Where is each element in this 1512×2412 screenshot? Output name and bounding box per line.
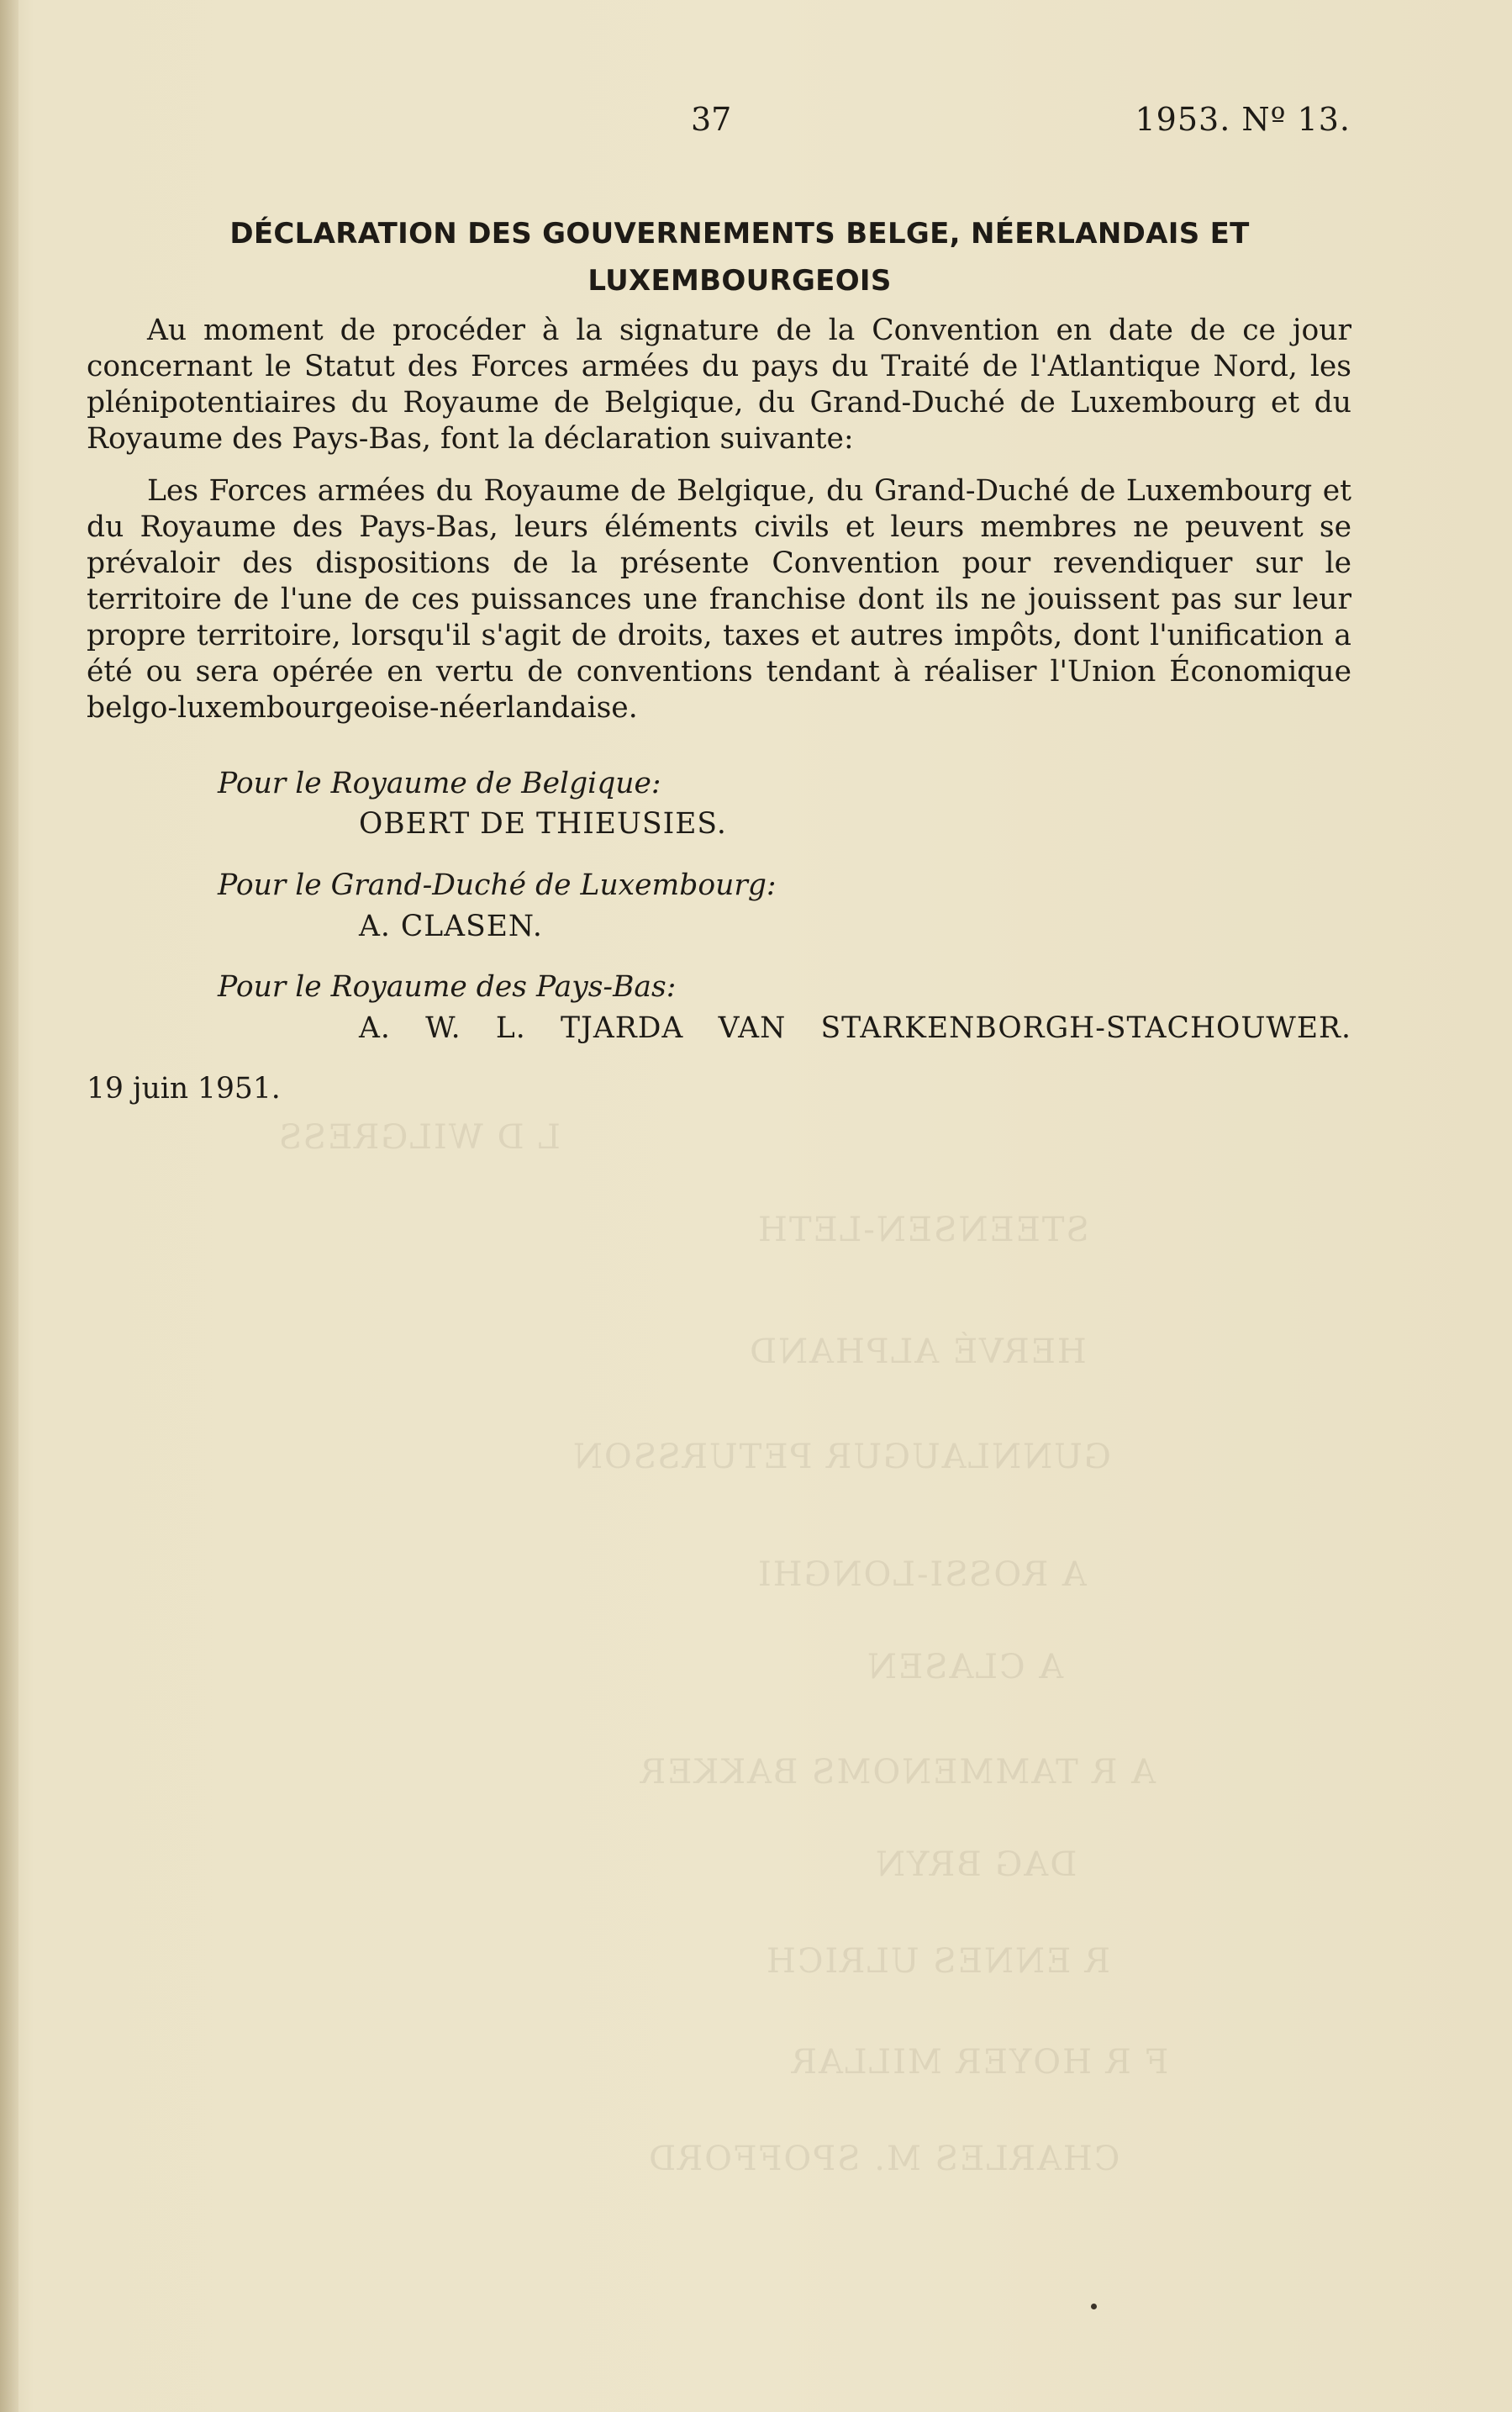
title-line-1: DÉCLARATION DES GOUVERNEMENTS BELGE, NÉERLANDAIS ET — [229, 217, 1250, 251]
show-through-text: F R HOYER MILLAR — [790, 2043, 1169, 2082]
running-header — [0, 101, 1512, 151]
show-through-text: A CLASEN — [866, 1648, 1064, 1686]
show-through-text: CHARLES M. SPOFFORD — [647, 2140, 1120, 2178]
show-through-text: A ROSSI-LONGHI — [756, 1555, 1087, 1594]
show-through-text: A R TAMMENOMS BAKKER — [639, 1753, 1156, 1792]
signature-name-belgium: OBERT DE THIEUSIES. — [359, 807, 727, 841]
signature-label-netherlands: Pour le Royaume des Pays-Bas: — [218, 970, 677, 1004]
declaration-title — [118, 210, 1362, 304]
show-through-text: GUNNLAUGUR PETURSSON — [572, 1438, 1111, 1476]
signature-name-luxembourg: A. CLASEN. — [359, 910, 543, 943]
signature-label-belgium: Pour le Royaume de Belgique: — [218, 767, 661, 800]
show-through-text: HERVÉ ALPHAND — [748, 1333, 1087, 1371]
issue-number: 1953. Nº 13. — [1135, 101, 1351, 138]
title-line-2: LUXEMBOURGEOIS — [587, 264, 892, 298]
signature-label-luxembourg: Pour le Grand-Duché de Luxembourg: — [218, 868, 777, 902]
show-through-text: L D WILGRESS — [277, 1118, 561, 1157]
signature-name-netherlands: A. W. L. TJARDA VAN STARKENBORGH-STACHOUWER. — [359, 1011, 1351, 1045]
page-spine-shadow — [0, 0, 18, 2412]
paragraph-declaration: Les Forces armées du Royaume de Belgique, du Grand-Duché de Luxembourg et du Royaume des Pays-Bas, leurs éléments civils et leurs membres ne peuvent se prévaloir des dispositions de la présente Convention pour revendiquer sur le territoire de l'une de ces puissances une franchise dont ils ne jouissent pas sur leur propre territoire, lorsqu'il s'agit de droits, taxes et autres impôts, dont l'unification a été ou sera opérée en vertu de conventions tendant à réaliser l'Union Économique belgo-luxembourgeoise-néerlandaise. — [87, 474, 1351, 725]
show-through-text: R ENNES ULRICH — [765, 1942, 1111, 1981]
document-date: 19 juin 1951. — [87, 1072, 281, 1106]
show-through-text: STEENSEN-LETH — [756, 1211, 1089, 1249]
show-through-text: DAG BRYN — [874, 1845, 1077, 1884]
ink-speck — [1091, 2304, 1097, 2309]
paragraph-intro: Au moment de procéder à la signature de la Convention en date de ce jour concernant le Statut des Forces armées du pays du Traité de l'Atlantique Nord, les plénipotentiaires du Royaume de Belgique, du Grand-Duché de Luxembourg et du Royaume des Pays-Bas, font la déclaration suivante: — [87, 314, 1351, 456]
page-number: 37 — [691, 101, 732, 138]
